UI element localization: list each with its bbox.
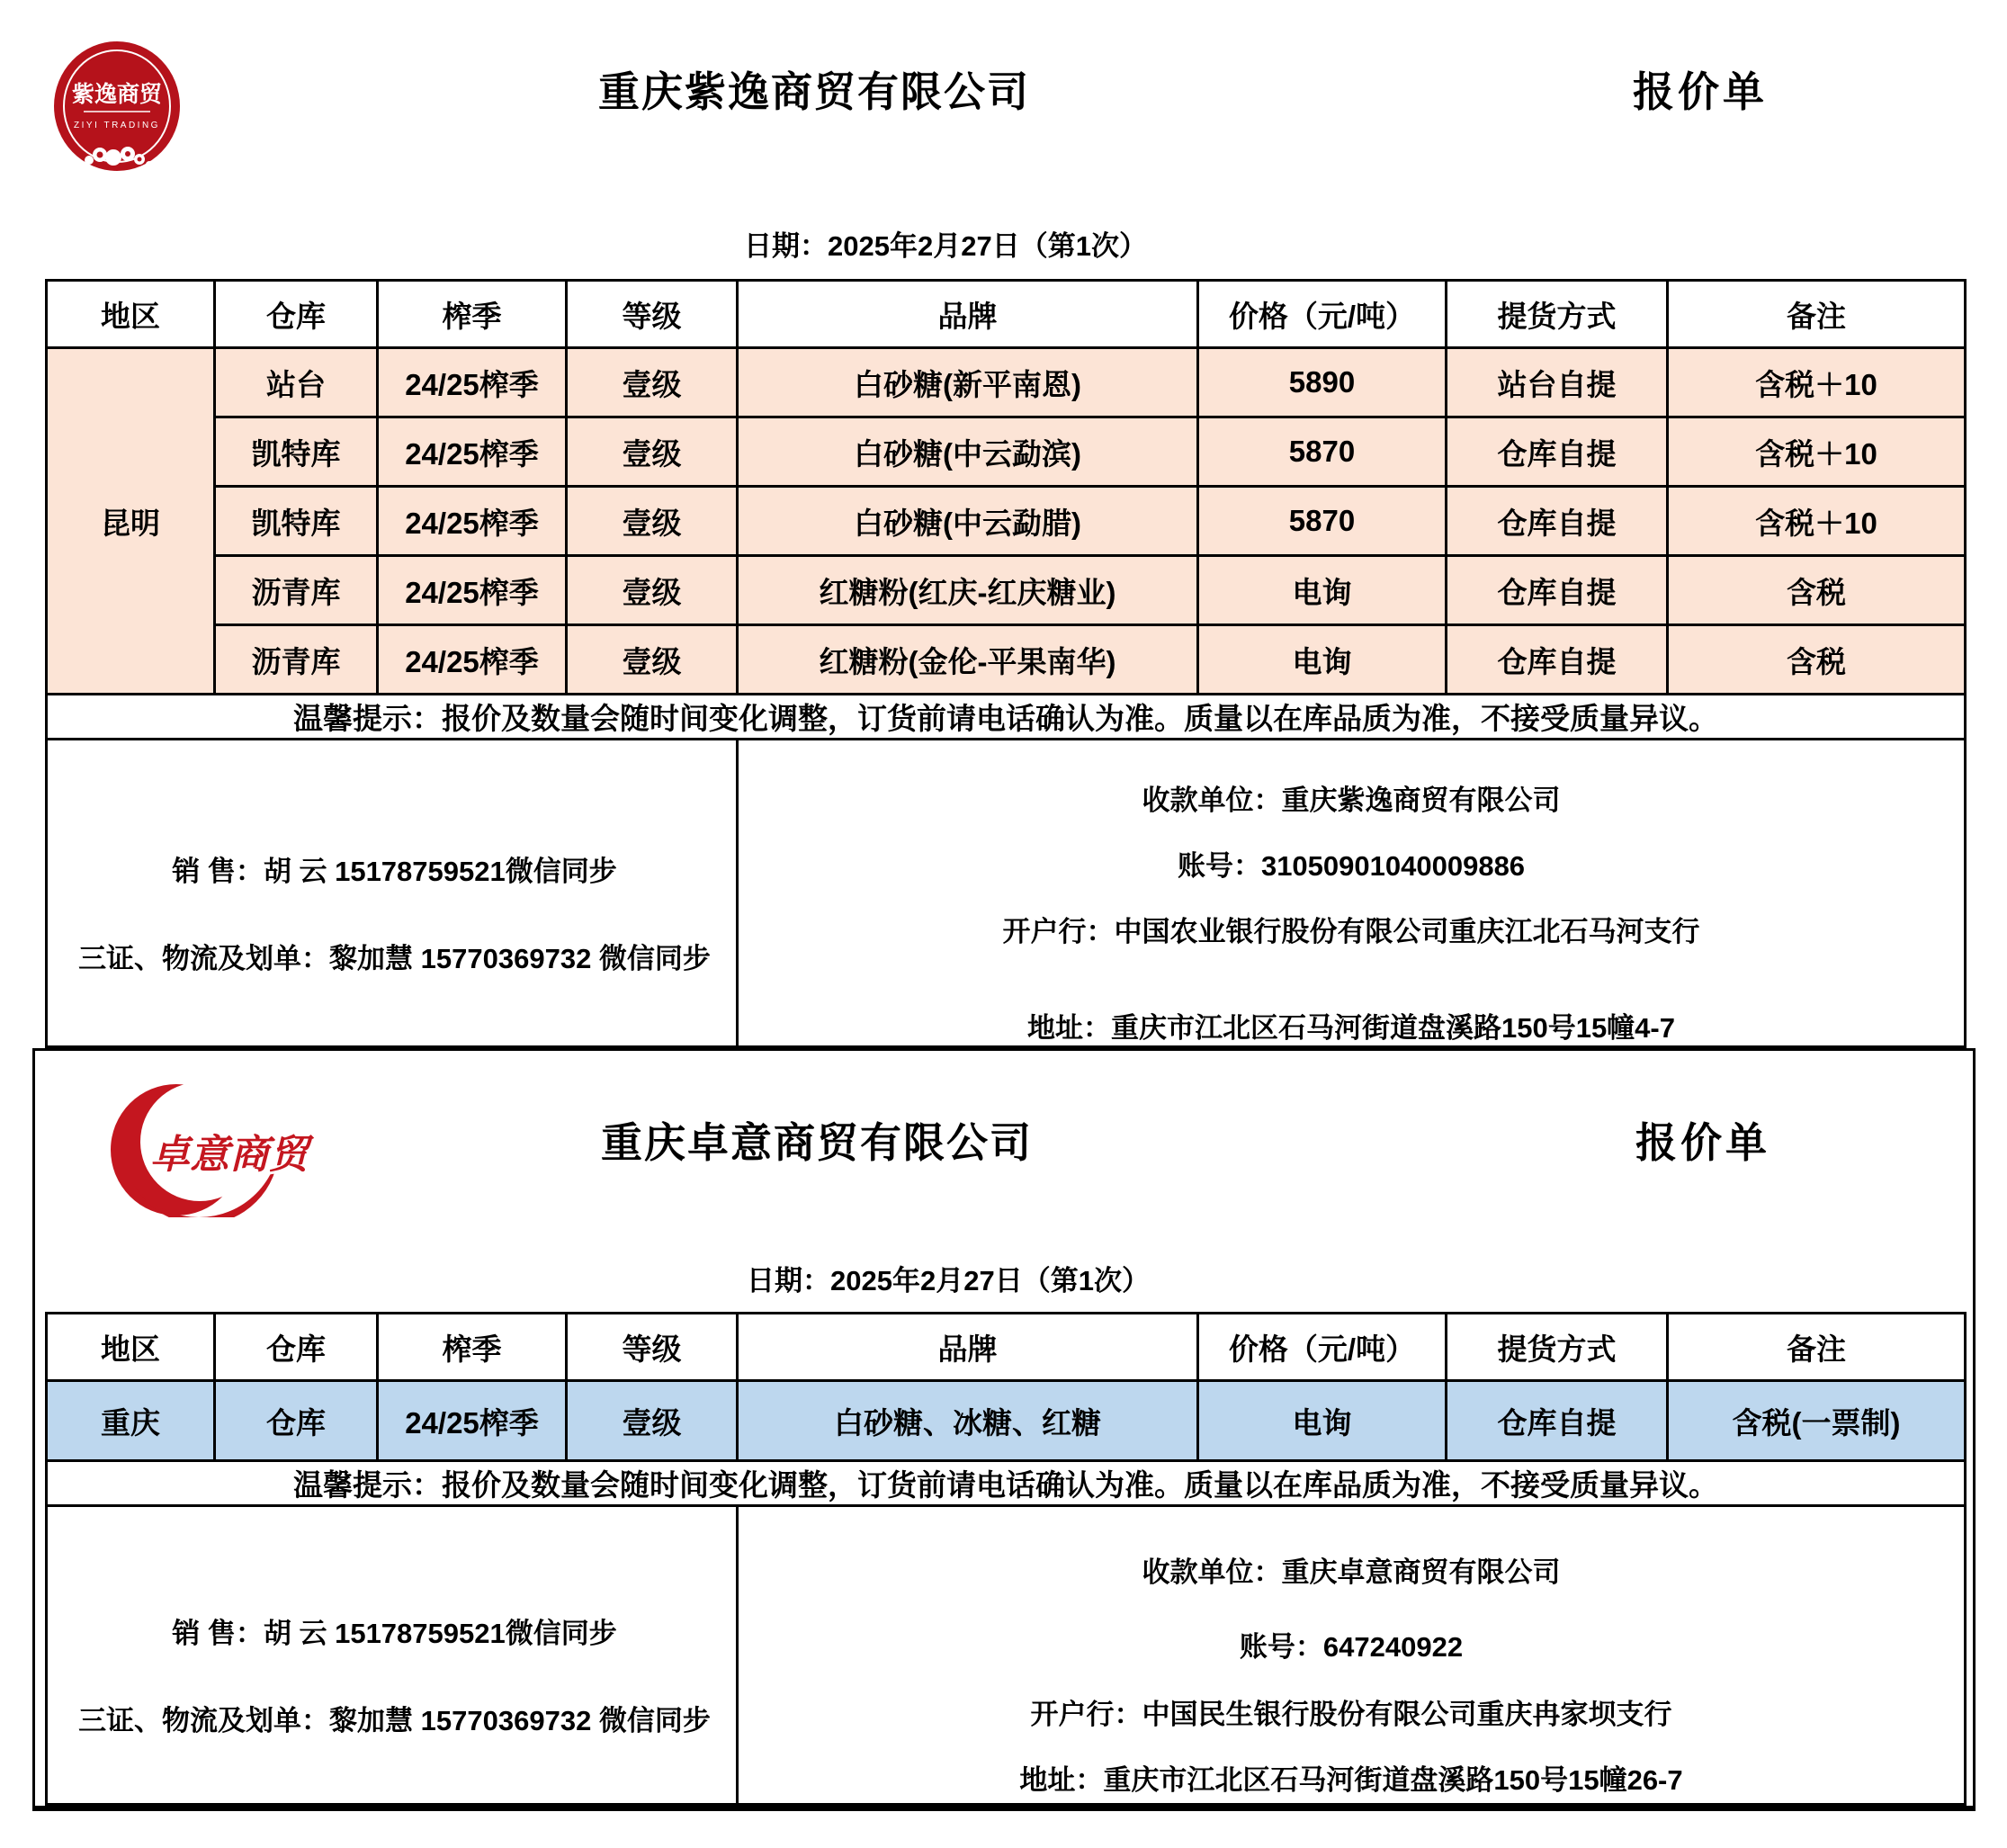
date-row (35, 1244, 1861, 1312)
cell-season: 24/25榨季 (378, 625, 567, 695)
col-header-grade: 等级 (567, 1314, 738, 1381)
quote-table-ziyi (45, 279, 1967, 1048)
cell-brand: 红糖粉(金伦-平果南华) (738, 625, 1198, 695)
account-line: 账号：31050901040009886 (1177, 849, 1526, 882)
date-line: 日期：2025年2月27日（第1次） (744, 229, 1147, 262)
tip-row (47, 1461, 1966, 1506)
cell-warehouse: 沥青库 (215, 556, 378, 625)
cell-brand: 白砂糖(中云勐滨) (738, 417, 1198, 487)
contact-cell (47, 740, 738, 1047)
info-row (47, 740, 1966, 1047)
col-header-price: 价格（元/吨） (1198, 1314, 1447, 1381)
bank-branch-line: 开户行：中国农业银行股份有限公司重庆江北石马河支行 (1002, 915, 1700, 947)
ziyi-logo-icon (49, 40, 184, 175)
bank-cell (738, 740, 1966, 1047)
col-header-warehouse: 仓库 (215, 1314, 378, 1381)
cell-remark: 含税＋10 (1668, 348, 1966, 417)
tip-text: 温馨提示：报价及数量会随时间变化调整，订货前请电话确认为准。质量以在库品质为准，不接受质量异议。 (47, 1461, 1966, 1506)
cell-season: 24/25榨季 (378, 487, 567, 556)
info-row (47, 1506, 1966, 1805)
cell-price: 电询 (1198, 556, 1447, 625)
doc-type-label: 报价单 (1633, 68, 1768, 115)
table-row (47, 417, 1966, 487)
cell-pickup: 仓库自提 (1447, 556, 1668, 625)
address-line: 地址：重庆市江北区石马河街道盘溪路150号15幢26-7 (1019, 1763, 1683, 1796)
table-header-row (47, 281, 1966, 348)
cell-warehouse: 凯特库 (215, 417, 378, 487)
cell-grade: 壹级 (567, 1381, 738, 1461)
company-title: 重庆紫逸商贸有限公司 (598, 68, 1030, 115)
cell-remark: 含税＋10 (1668, 487, 1966, 556)
table-row (47, 625, 1966, 695)
col-header-pickup: 提货方式 (1447, 281, 1668, 348)
cell-price: 5870 (1198, 417, 1447, 487)
cell-brand: 红糖粉(红庆-红庆糖业) (738, 556, 1198, 625)
col-header-season: 榨季 (378, 281, 567, 348)
logistics-contact-line: 三证、物流及划单：黎加慧 15770369732 微信同步 (78, 1704, 711, 1736)
account-line: 账号：647240922 (1239, 1630, 1464, 1663)
table-row (47, 1381, 1966, 1461)
col-header-region: 地区 (47, 281, 215, 348)
zhuoyi-logo-icon (71, 1082, 359, 1217)
cell-warehouse: 仓库 (215, 1381, 378, 1461)
cell-price: 电询 (1198, 1381, 1447, 1461)
bank-branch-line: 开户行：中国民生银行股份有限公司重庆冉家坝支行 (1030, 1698, 1672, 1730)
ziyi-header (0, 0, 2007, 207)
contact-cell (47, 1506, 738, 1805)
cell-warehouse: 沥青库 (215, 625, 378, 695)
cell-grade: 壹级 (567, 417, 738, 487)
col-header-grade: 等级 (567, 281, 738, 348)
region-cell: 重庆 (47, 1381, 215, 1461)
address-line: 地址：重庆市江北区石马河街道盘溪路150号15幢4-7 (1026, 1011, 1675, 1044)
table-header-row (47, 1314, 1966, 1381)
cell-grade: 壹级 (567, 625, 738, 695)
cell-warehouse: 站台 (215, 348, 378, 417)
cell-pickup: 仓库自提 (1447, 1381, 1668, 1461)
sales-contact-line: 销 售：胡 云 15178759521微信同步 (172, 1617, 617, 1649)
cell-remark: 含税(一票制) (1668, 1381, 1966, 1461)
table-row (47, 556, 1966, 625)
cell-remark: 含税 (1668, 625, 1966, 695)
col-header-region: 地区 (47, 1314, 215, 1381)
zhuoyi-logo-text: 卓意商贸 (150, 1133, 309, 1177)
col-header-brand: 品牌 (738, 281, 1198, 348)
cell-pickup: 仓库自提 (1447, 417, 1668, 487)
ziyi-logo-text-en: ZIYI TRADING (74, 121, 160, 130)
cell-remark: 含税＋10 (1668, 417, 1966, 487)
payee-line: 收款单位：重庆卓意商贸有限公司 (1142, 1556, 1561, 1588)
col-header-price: 价格（元/吨） (1198, 281, 1447, 348)
cell-price: 电询 (1198, 625, 1447, 695)
cell-season: 24/25榨季 (378, 417, 567, 487)
cell-pickup: 站台自提 (1447, 348, 1668, 417)
cell-season: 24/25榨季 (378, 348, 567, 417)
table-row (47, 348, 1966, 417)
date-line: 日期：2025年2月27日（第1次） (747, 1265, 1150, 1296)
cell-brand: 白砂糖(新平南恩) (738, 348, 1198, 417)
col-header-warehouse: 仓库 (215, 281, 378, 348)
bank-cell (738, 1506, 1966, 1805)
cell-brand: 白砂糖(中云勐腊) (738, 487, 1198, 556)
cell-grade: 壹级 (567, 348, 738, 417)
col-header-brand: 品牌 (738, 1314, 1198, 1381)
cell-pickup: 仓库自提 (1447, 487, 1668, 556)
cell-remark: 含税 (1668, 556, 1966, 625)
doc-type-label: 报价单 (1635, 1119, 1770, 1166)
region-cell: 昆明 (47, 348, 215, 695)
cell-grade: 壹级 (567, 556, 738, 625)
cell-season: 24/25榨季 (378, 1381, 567, 1461)
tip-text: 温馨提示：报价及数量会随时间变化调整，订货前请电话确认为准。质量以在库品质为准，不接受质量异议。 (47, 695, 1966, 740)
col-header-remark: 备注 (1668, 281, 1966, 348)
cell-price: 5890 (1198, 348, 1447, 417)
cell-warehouse: 凯特库 (215, 487, 378, 556)
payee-line: 收款单位：重庆紫逸商贸有限公司 (1142, 784, 1561, 816)
zhuoyi-header (35, 1051, 1973, 1244)
table-row (47, 487, 1966, 556)
cell-pickup: 仓库自提 (1447, 625, 1668, 695)
tip-row (47, 695, 1966, 740)
cell-grade: 壹级 (567, 487, 738, 556)
logistics-contact-line: 三证、物流及划单：黎加慧 15770369732 微信同步 (78, 942, 711, 974)
company-title: 重庆卓意商贸有限公司 (601, 1119, 1033, 1166)
cell-price: 5870 (1198, 487, 1447, 556)
section-zhuoyi (32, 1048, 1976, 1811)
col-header-pickup: 提货方式 (1447, 1314, 1668, 1381)
sales-contact-line: 销 售：胡 云 15178759521微信同步 (172, 855, 617, 887)
cell-brand: 白砂糖、冰糖、红糖 (738, 1381, 1198, 1461)
col-header-season: 榨季 (378, 1314, 567, 1381)
col-header-remark: 备注 (1668, 1314, 1966, 1381)
quote-table-zhuoyi (45, 1312, 1967, 1806)
cell-season: 24/25榨季 (378, 556, 567, 625)
date-row (0, 207, 1891, 279)
ziyi-logo-text-cn: 紫逸商贸 (71, 82, 163, 107)
